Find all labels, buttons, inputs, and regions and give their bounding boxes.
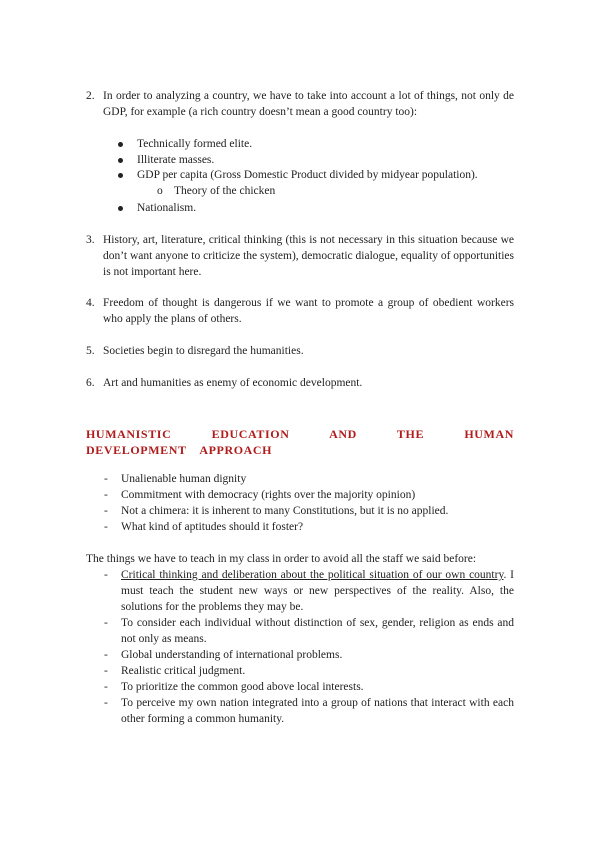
bullet-item: Illiterate masses. (121, 152, 214, 168)
dash-list-item: - Unalienable human dignity (104, 473, 247, 485)
item-number: 3. (86, 234, 95, 246)
item-text: Art and humanities as enemy of economic development. (103, 377, 363, 389)
item-text: Freedom of thought is dangerous if we want to promote a group of obedient workers who apply the plans of others. (103, 297, 514, 325)
dash-marker: - (104, 473, 108, 485)
item-text: In order to analyzing a country, we have to take into account a lot of things, not only de GDP, for example (a rich country doesn’t mean a good country too): (103, 90, 514, 118)
numbered-item-5 (86, 343, 514, 359)
dash-list-item: - Not a chimera: it is inherent to many Constitutions, but it is no applied. (104, 505, 449, 517)
dash-list-item: - To consider each individual without distinction of sex, gender, religion as ends and not only as means. (104, 617, 514, 645)
item-number: 6. (86, 377, 95, 389)
dash-list-item: - To perceive my own nation integrated into a group of nations that interact with each other forming a common humanity. (104, 697, 514, 725)
dash-marker: - (104, 521, 108, 533)
bullet-icon (118, 158, 123, 163)
bullet-icon (118, 206, 123, 211)
dash-list-item: - Critical thinking and deliberation about the political situation of our own country. I must teach the student new ways or new perspectives of the reality. Also, the solutions for the problems they may be. (104, 569, 514, 613)
bullet-item: Nationalism. (121, 200, 196, 216)
item-number: 2. (86, 90, 95, 102)
item-text: Societies begin to disregard the humanities. (103, 345, 304, 357)
section-heading: HUMANISTIC EDUCATION AND THE HUMAN DEVELOPMENT APPROACH (86, 427, 514, 457)
underlined-text: Critical thinking and deliberation about the political situation of our own country (121, 569, 504, 581)
dash-list-item: - What kind of aptitudes should it foster? (104, 521, 304, 533)
item-number: 4. (86, 297, 95, 309)
numbered-item-4 (86, 295, 514, 327)
sub-bullet-marker: o (157, 185, 163, 197)
numbered-item-2 (86, 88, 514, 120)
numbered-item-3 (86, 232, 514, 280)
numbered-item-6 (86, 375, 514, 391)
intro-paragraph: The things we have to teach in my class in order to avoid all the staff we said before: (86, 553, 477, 565)
dash-list-item: - Commitment with democracy (rights over the majority opinion) (104, 489, 416, 501)
bullet-icon (118, 142, 123, 147)
item-number: 5. (86, 345, 95, 357)
item-text: History, art, literature, critical thinking (this is not necessary in this situation because we don’t want anyone to criticize the system), democratic dialogue, equality of opportunities is not important here. (103, 234, 514, 278)
bullet-icon (118, 173, 123, 178)
bullet-item: Technically formed elite. (121, 136, 252, 152)
dash-marker: - (104, 681, 108, 693)
dash-marker: - (104, 569, 108, 581)
dash-marker: - (104, 649, 108, 661)
dash-marker: - (104, 665, 108, 677)
dash-marker: - (104, 697, 108, 709)
dash-marker: - (104, 617, 108, 629)
bullet-item: GDP per capita (Gross Domestic Product divided by midyear population). (121, 167, 478, 183)
sub-bullet-item: o Theory of the chicken (157, 185, 276, 197)
dash-marker: - (104, 489, 108, 501)
dash-list-item: - To prioritize the common good above local interests. (104, 681, 364, 693)
dash-list-item: - Global understanding of international problems. (104, 649, 343, 661)
dash-list-item: - Realistic critical judgment. (104, 665, 246, 677)
dash-marker: - (104, 505, 108, 517)
